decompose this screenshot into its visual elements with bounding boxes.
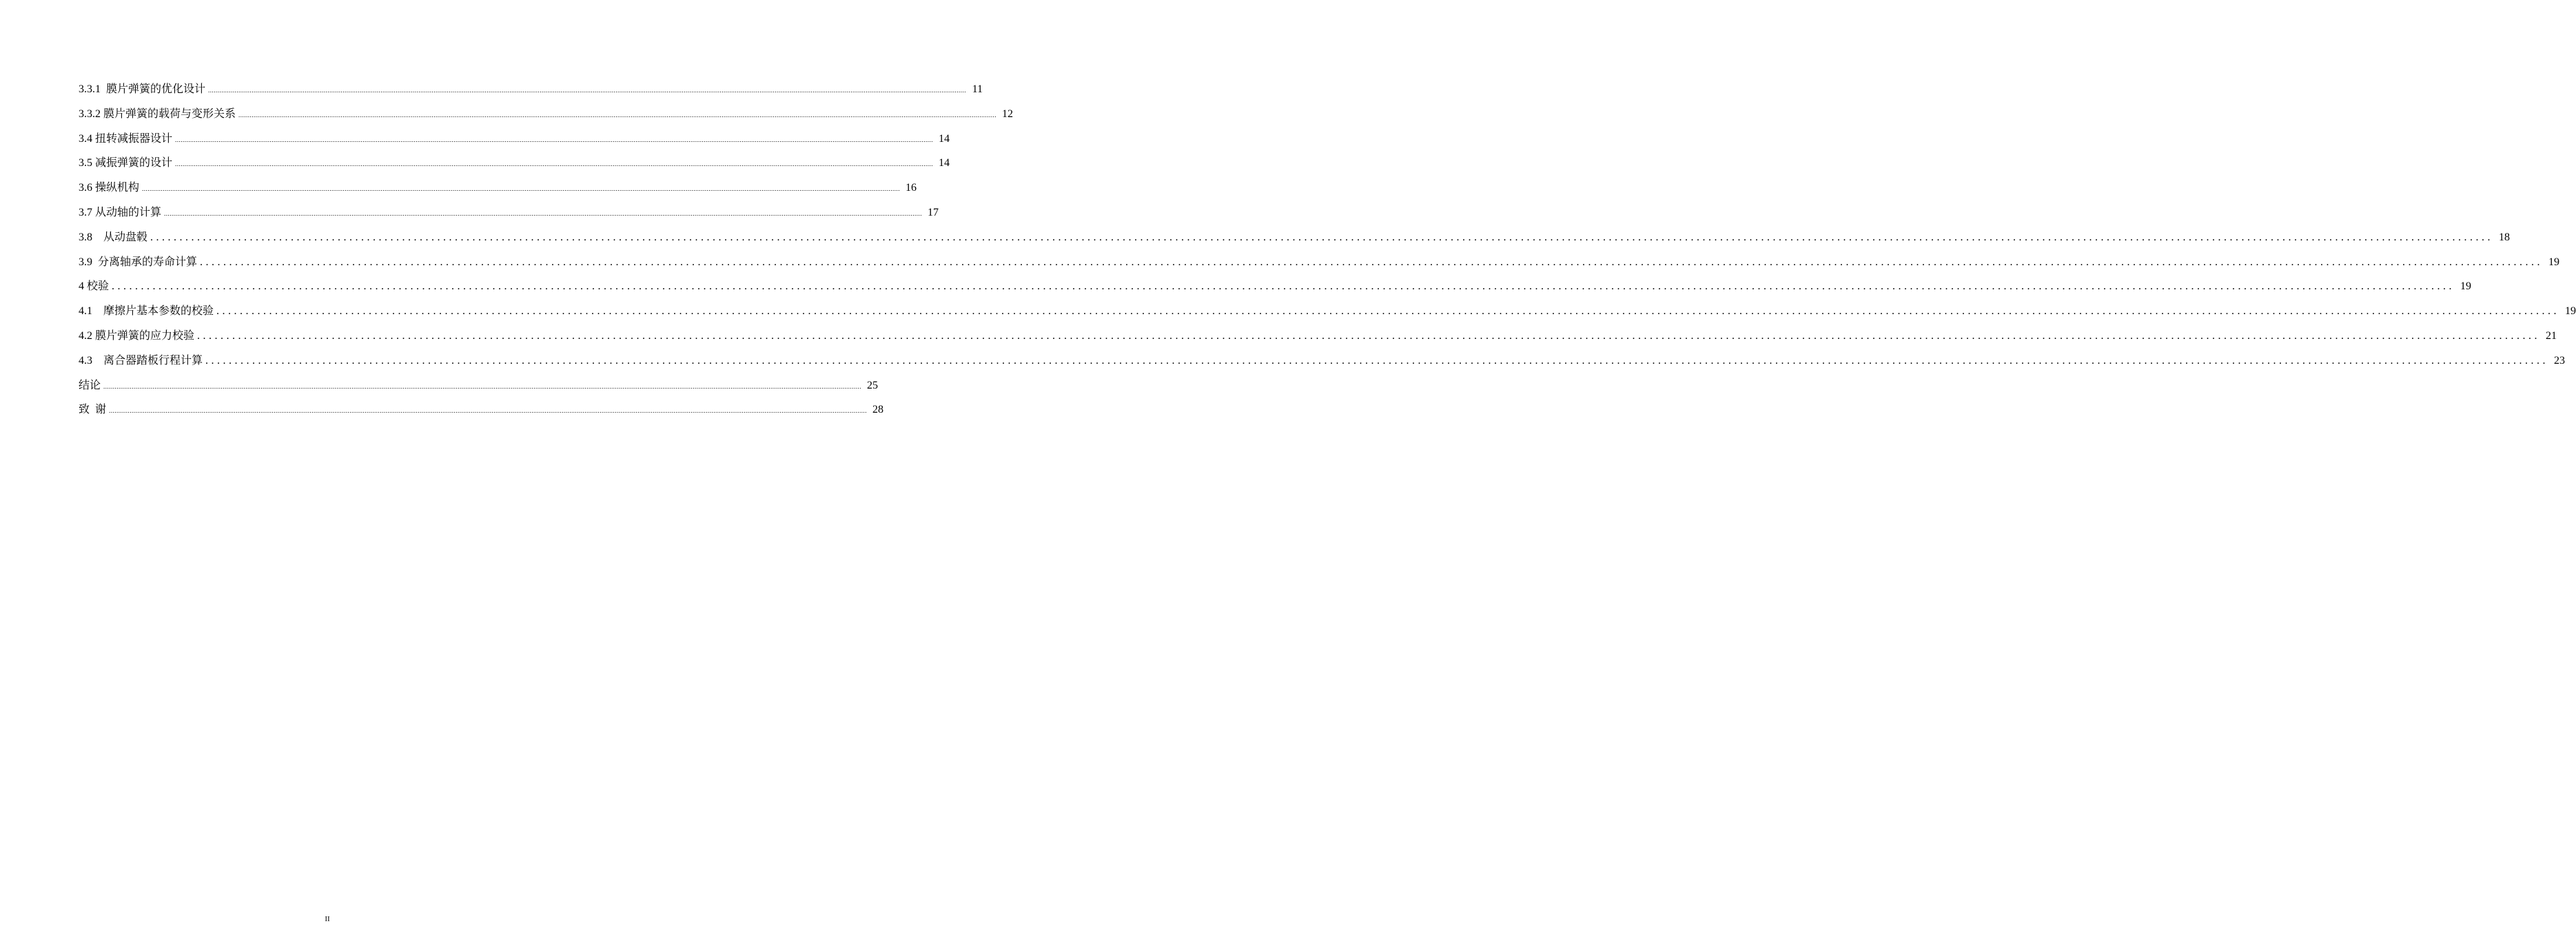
toc-dot-leader: ................................................................................................................................................................................................................................................................................................................................................................................................................	[216, 305, 2560, 318]
toc-entry-page-number: 19	[2565, 305, 2576, 318]
toc-entry-page-number: 16	[906, 182, 917, 194]
toc-entry[interactable]	[79, 376, 879, 401]
toc-entry[interactable]	[79, 105, 1014, 130]
toc-entry-title: 3.3.2 膜片弹簧的载荷与变形关系	[79, 107, 236, 120]
toc-entry-title: 3.8 从动盘毂	[79, 231, 148, 243]
toc-entry[interactable]	[79, 154, 950, 178]
toc-dot-leader: ................................................................................................................................................................................................................................................................................................................................................................................................................	[142, 185, 901, 193]
page-number-footer: II	[325, 915, 330, 923]
toc-entry-page-number: 21	[2546, 329, 2557, 342]
toc-entry-page-number: 25	[867, 379, 879, 391]
toc-dot-leader: ................................................................................................................................................................................................................................................................................................................................................................................................................	[103, 382, 862, 390]
toc-entry-page-number: 18	[2499, 231, 2511, 243]
toc-entry-page-number: 12	[1002, 107, 1014, 120]
toc-entry-title: 致 谢	[79, 404, 107, 416]
toc-entry[interactable]	[79, 400, 884, 425]
toc-entry[interactable]	[79, 203, 939, 228]
toc-dot-leader: ................................................................................................................................................................................................................................................................................................................................................................................................................	[150, 231, 2494, 243]
toc-entry[interactable]	[79, 327, 2557, 351]
toc-entry[interactable]	[79, 351, 2566, 376]
toc-entry-title: 4.2 膜片弹簧的应力校验	[79, 329, 195, 342]
toc-entry-title: 4 校验	[79, 280, 110, 293]
toc-entry-title: 3.7 从动轴的计算	[79, 206, 162, 218]
toc-entry[interactable]	[79, 130, 950, 154]
toc-entry-page-number: 19	[2548, 256, 2560, 268]
toc-entry[interactable]	[79, 178, 917, 203]
toc-entry-title: 3.3.1 膜片弹簧的优化设计	[79, 83, 206, 95]
toc-entry-title: 3.6 操纵机构	[79, 182, 140, 194]
toc-entry-title: 4.1 摩擦片基本参数的校验	[79, 305, 214, 318]
toc-dot-leader: ................................................................................................................................................................................................................................................................................................................................................................................................................	[175, 136, 934, 143]
toc-dot-leader: ................................................................................................................................................................................................................................................................................................................................................................................................................	[175, 161, 934, 168]
toc-dot-leader: ................................................................................................................................................................................................................................................................................................................................................................................................................	[164, 209, 923, 217]
toc-entry[interactable]	[79, 80, 983, 105]
toc-entry-title: 3.4 扭转减振器设计	[79, 132, 173, 145]
toc-entry-page-number: 11	[972, 83, 983, 95]
toc-entry[interactable]	[79, 277, 2472, 302]
toc-entry-page-number: 19	[2460, 280, 2472, 293]
toc-entry-title: 3.9 分离轴承的寿命计算	[79, 256, 198, 268]
table-of-contents	[79, 80, 2576, 425]
toc-dot-leader: ................................................................................................................................................................................................................................................................................................................................................................................................................	[200, 256, 2544, 268]
toc-entry-page-number: 23	[2554, 354, 2566, 367]
toc-dot-leader: ................................................................................................................................................................................................................................................................................................................................................................................................................	[112, 280, 2455, 293]
toc-entry-page-number: 28	[872, 404, 884, 416]
toc-entry-page-number: 17	[928, 206, 939, 218]
toc-entry-title: 4.3 离合器踏板行程计算	[79, 354, 203, 367]
toc-dot-leader: ................................................................................................................................................................................................................................................................................................................................................................................................................	[205, 354, 2549, 367]
toc-entry-page-number: 14	[939, 132, 950, 145]
toc-entry-title: 3.5 减振弹簧的设计	[79, 157, 173, 169]
toc-entry[interactable]	[79, 253, 2560, 278]
toc-dot-leader: ................................................................................................................................................................................................................................................................................................................................................................................................................	[197, 329, 2541, 342]
toc-entry[interactable]	[79, 228, 2511, 253]
toc-entry-title: 结论	[79, 379, 101, 391]
toc-dot-leader: ................................................................................................................................................................................................................................................................................................................................................................................................................	[238, 111, 997, 119]
toc-entry[interactable]	[79, 302, 2576, 327]
toc-entry-page-number: 14	[939, 157, 950, 169]
toc-dot-leader: ................................................................................................................................................................................................................................................................................................................................................................................................................	[208, 87, 967, 94]
toc-dot-leader: ................................................................................................................................................................................................................................................................................................................................................................................................................	[109, 407, 868, 415]
